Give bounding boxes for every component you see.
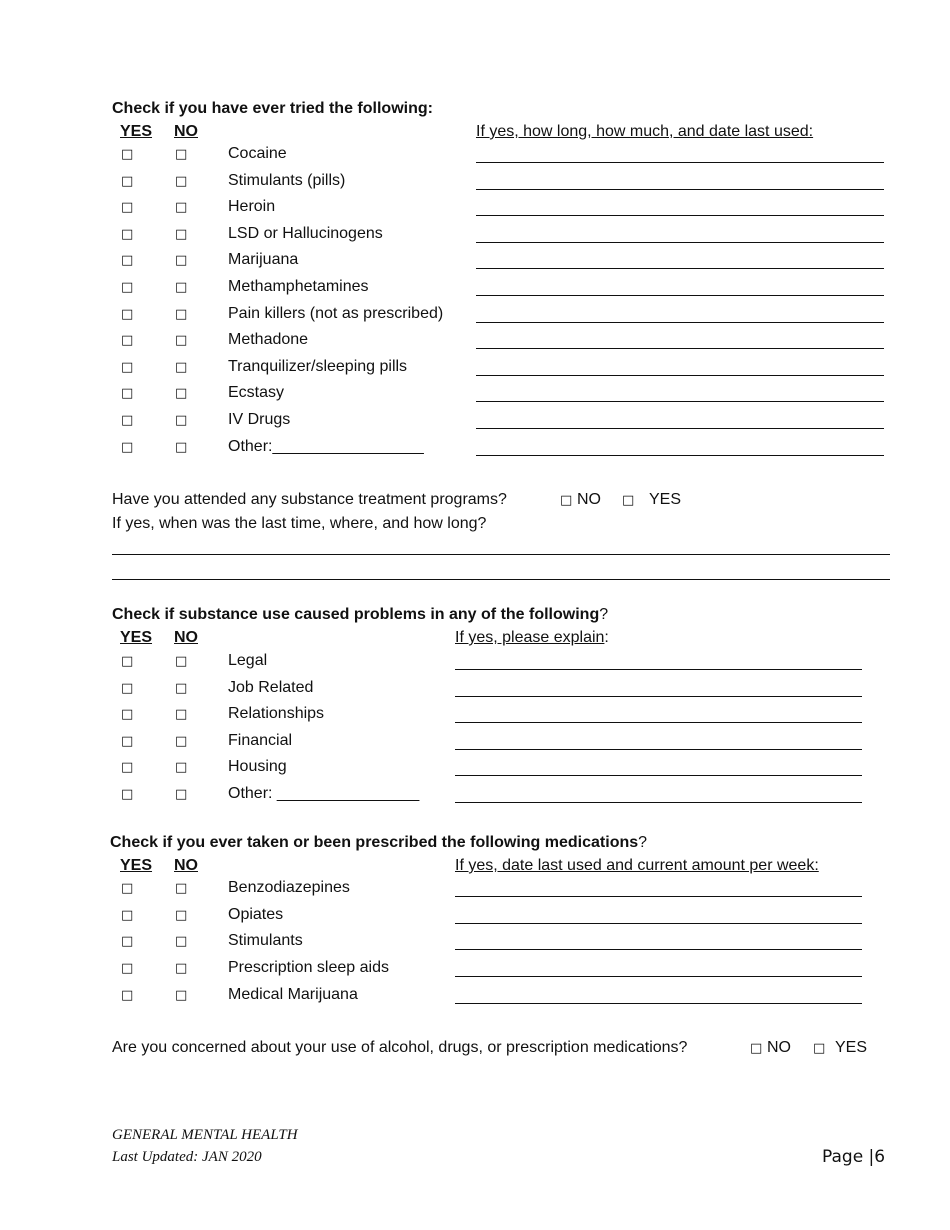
section1-no-header: NO (174, 123, 198, 140)
section1-yes-checkbox[interactable]: □ (121, 173, 134, 189)
treatment-question: Have you attended any substance treatment programs? (112, 491, 507, 508)
section1-answer-line[interactable] (476, 428, 884, 429)
section2-detail-text: If yes, please explain (455, 629, 605, 646)
section1-answer-line[interactable] (476, 401, 884, 402)
section3-no-checkbox[interactable]: □ (175, 987, 188, 1003)
section1-item-label: Ecstasy (228, 384, 285, 402)
treatment-answer-line-2[interactable] (112, 579, 890, 580)
section2-answer-line[interactable] (455, 775, 862, 776)
section1-no-checkbox[interactable]: □ (175, 253, 188, 269)
treatment-no-checkbox[interactable]: □ (560, 493, 573, 508)
section3-no-checkbox[interactable]: □ (175, 961, 188, 977)
section3-heading-suffix: ? (638, 834, 648, 851)
section2-heading-text: Check if substance use caused problems in any of the following (112, 606, 600, 623)
treatment-answer-line-1[interactable] (112, 554, 890, 555)
section2-yes-checkbox[interactable]: □ (121, 760, 134, 775)
section2-yes-checkbox[interactable]: □ (121, 707, 134, 722)
section2-yes-checkbox[interactable]: □ (121, 654, 134, 669)
section2-item-label: Legal (228, 652, 268, 669)
section1-yes-checkbox[interactable]: □ (121, 413, 134, 428)
section2-item-label: Financial (228, 731, 293, 749)
section1-yes-checkbox[interactable]: □ (121, 306, 134, 322)
section3-answer-line[interactable] (455, 976, 862, 977)
section1-item-label: IV Drugs (228, 411, 291, 428)
section1-answer-line[interactable] (476, 242, 884, 243)
section2-yes-header: YES (120, 629, 153, 646)
section3-yes-checkbox[interactable]: □ (121, 987, 134, 1003)
section1-item-label: Heroin (228, 198, 276, 216)
section1-item-label: Stimulants (pills) (228, 171, 346, 189)
section1-answer-line[interactable] (476, 348, 884, 349)
section1-item-label: Methadone (228, 331, 309, 349)
section1-answer-line[interactable] (476, 189, 884, 190)
section1-no-checkbox[interactable]: □ (175, 226, 188, 242)
section1-item-label: LSD or Hallucinogens (228, 224, 383, 242)
section1-yes-checkbox[interactable]: □ (121, 359, 134, 375)
section2-no-checkbox[interactable]: □ (175, 707, 188, 722)
section2-detail-suffix: : (604, 629, 609, 646)
section3-answer-line[interactable] (455, 1003, 862, 1004)
section2-answer-line[interactable] (455, 749, 862, 750)
section1-answer-line[interactable] (476, 295, 884, 296)
section1-no-checkbox[interactable]: □ (175, 306, 188, 322)
treatment-followup: If yes, when was the last time, where, and how long? (112, 515, 487, 532)
section1-yes-header: YES (120, 123, 153, 140)
section3-item-label: Prescription sleep aids (228, 959, 389, 977)
footer-title: GENERAL MENTAL HEALTH (112, 1127, 298, 1143)
footer-updated: Last Updated: JAN 2020 (112, 1149, 262, 1165)
section1-yes-checkbox[interactable]: □ (121, 147, 134, 162)
section1-answer-line[interactable] (476, 375, 884, 376)
section1-yes-checkbox[interactable]: □ (121, 333, 134, 349)
section1-item-label: Marijuana (228, 251, 299, 269)
section1-item-label: Cocaine (228, 145, 287, 162)
section1-detail-header: If yes, how long, how much, and date last used: (476, 123, 814, 140)
concern-question: Are you concerned about your use of alcohol, drugs, or prescription medications? (112, 1039, 688, 1056)
section3-yes-checkbox[interactable]: □ (121, 934, 134, 950)
section3-answer-line[interactable] (455, 949, 862, 950)
section3-item-label: Benzodiazepines (228, 879, 350, 896)
section3-answer-line[interactable] (455, 923, 862, 924)
concern-yes-label: YES (835, 1039, 868, 1056)
section3-no-checkbox[interactable]: □ (175, 934, 188, 950)
section2-answer-line[interactable] (455, 669, 862, 670)
concern-no-label: NO (767, 1039, 791, 1056)
page-number: Page |6 (822, 1147, 886, 1167)
section3-detail-header: If yes, date last used and current amount per week: (455, 857, 819, 874)
section1-yes-checkbox[interactable]: □ (121, 280, 134, 295)
section3-item-label: Stimulants (228, 932, 303, 950)
section3-heading (110, 834, 647, 852)
section1-no-checkbox[interactable]: □ (175, 333, 188, 349)
section2-yes-checkbox[interactable]: □ (121, 733, 134, 749)
section2-detail-header (455, 629, 609, 647)
section2-no-checkbox[interactable]: □ (175, 786, 188, 802)
section1-no-checkbox[interactable]: □ (175, 413, 188, 428)
section1-answer-line[interactable] (476, 268, 884, 269)
section1-answer-line[interactable] (476, 322, 884, 323)
section2-no-header: NO (174, 629, 198, 646)
treatment-yes-label: YES (649, 491, 682, 508)
section1-yes-checkbox[interactable]: □ (121, 200, 134, 216)
section2-heading-suffix: ? (599, 606, 609, 623)
section3-yes-checkbox[interactable]: □ (121, 881, 134, 896)
section1-item-label: Methamphetamines (228, 278, 369, 295)
section2-yes-checkbox[interactable]: □ (121, 680, 134, 696)
treatment-yes-checkbox[interactable]: □ (622, 493, 635, 508)
section3-answer-line[interactable] (455, 896, 862, 897)
section2-no-checkbox[interactable]: □ (175, 760, 188, 775)
section3-no-checkbox[interactable]: □ (175, 881, 188, 896)
section2-no-checkbox[interactable]: □ (175, 680, 188, 696)
section1-no-checkbox[interactable]: □ (175, 173, 188, 189)
section2-item-label: Housing (228, 758, 287, 775)
concern-yes-checkbox[interactable]: □ (813, 1041, 826, 1056)
section1-answer-line[interactable] (476, 162, 884, 163)
section1-heading: Check if you have ever tried the following: (112, 100, 433, 117)
section1-no-checkbox[interactable]: □ (175, 200, 188, 216)
section1-item-label: Other:_________________ (228, 437, 424, 455)
treatment-no-label: NO (577, 491, 601, 508)
section1-yes-checkbox[interactable]: □ (121, 226, 134, 242)
section1-no-checkbox[interactable]: □ (175, 280, 188, 295)
section1-yes-checkbox[interactable]: □ (121, 253, 134, 269)
section2-no-checkbox[interactable]: □ (175, 733, 188, 749)
section1-answer-line[interactable] (476, 215, 884, 216)
section2-no-checkbox[interactable]: □ (175, 654, 188, 669)
section2-answer-line[interactable] (455, 722, 862, 723)
concern-no-checkbox[interactable]: □ (750, 1041, 763, 1056)
section3-yes-header: YES (120, 857, 153, 874)
section1-no-checkbox[interactable]: □ (175, 147, 188, 162)
section2-item-label: Relationships (228, 705, 325, 722)
section1-item-label: Pain killers (not as prescribed) (228, 304, 444, 322)
section2-yes-checkbox[interactable]: □ (121, 786, 134, 802)
section2-answer-line[interactable] (455, 696, 862, 697)
section1-yes-checkbox[interactable]: □ (121, 386, 134, 402)
section3-item-label: Opiates (228, 905, 284, 923)
section1-no-checkbox[interactable]: □ (175, 359, 188, 375)
section3-no-header: NO (174, 857, 198, 874)
section3-heading-text: Check if you ever taken or been prescribed the following medications (110, 834, 639, 851)
section3-no-checkbox[interactable]: □ (175, 907, 188, 923)
section1-no-checkbox[interactable]: □ (175, 386, 188, 402)
section2-item-label: Job Related (228, 678, 314, 696)
section3-yes-checkbox[interactable]: □ (121, 907, 134, 923)
section1-answer-line[interactable] (476, 455, 884, 456)
section1-item-label: Tranquilizer/sleeping pills (228, 357, 408, 375)
section1-yes-checkbox[interactable]: □ (121, 439, 134, 455)
section2-answer-line[interactable] (455, 802, 862, 803)
section2-heading (112, 606, 608, 624)
section1-no-checkbox[interactable]: □ (175, 439, 188, 455)
section2-item-label: Other: ________________ (228, 784, 420, 802)
section3-yes-checkbox[interactable]: □ (121, 961, 134, 977)
section3-item-label: Medical Marijuana (228, 985, 358, 1003)
